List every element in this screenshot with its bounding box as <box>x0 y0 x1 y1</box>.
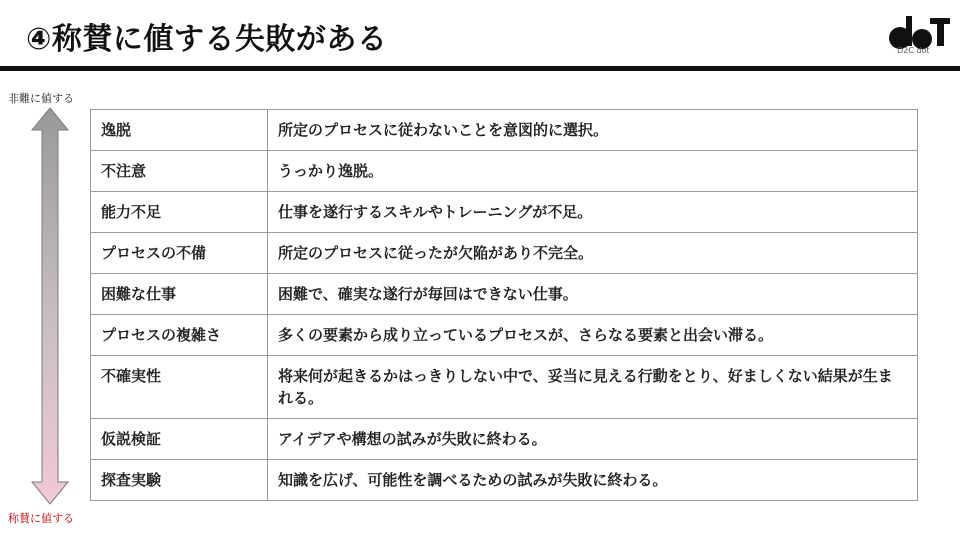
failure-description: 所定のプロセスに従ったが欠陥があり不完全。 <box>268 233 918 274</box>
title-divider <box>0 66 960 71</box>
page-title: ④称賛に値する失敗がある <box>26 22 388 57</box>
failure-type: 困難な仕事 <box>91 274 268 315</box>
table-row <box>91 274 918 315</box>
table-row <box>91 192 918 233</box>
failure-type: 不注意 <box>91 151 268 192</box>
failure-type: プロセスの不備 <box>91 233 268 274</box>
failure-type: 不確実性 <box>91 356 268 419</box>
failure-description: 将来何が起きるかはっきりしない中で、妥当に見える行動をとり、好ましくない結果が生まれる。 <box>268 356 918 419</box>
failure-type: 逸脱 <box>91 110 268 151</box>
scale-bottom-label: 称賛に値する <box>8 512 74 525</box>
table-row <box>91 419 918 460</box>
table-row <box>91 315 918 356</box>
failure-description: 所定のプロセスに従わないことを意図的に選択。 <box>268 110 918 151</box>
scale-top-label: 非難に値する <box>8 92 74 105</box>
failure-type: 探査実験 <box>91 460 268 501</box>
failure-type: プロセスの複雑さ <box>91 315 268 356</box>
failure-spectrum-table <box>90 109 918 501</box>
double-arrow-icon <box>28 106 72 506</box>
failure-description: 困難で、確実な遂行が毎回はできない仕事。 <box>268 274 918 315</box>
table-row <box>91 151 918 192</box>
logo-caption: D2C dot <box>897 46 930 55</box>
failure-description: アイデアや構想の試みが失敗に終わる。 <box>268 419 918 460</box>
table-row <box>91 460 918 501</box>
table-row <box>91 356 918 419</box>
failure-type: 仮説検証 <box>91 419 268 460</box>
table-row <box>91 233 918 274</box>
failure-type: 能力不足 <box>91 192 268 233</box>
table-row <box>91 110 918 151</box>
failure-description: うっかり逸脱。 <box>268 151 918 192</box>
failure-description: 多くの要素から成り立っているプロセスが、さらなる要素と出会い滞る。 <box>268 315 918 356</box>
failure-description: 仕事を遂行するスキルやトレーニングが不足。 <box>268 192 918 233</box>
failure-description: 知識を広げ、可能性を調べるための試みが失敗に終わる。 <box>268 460 918 501</box>
